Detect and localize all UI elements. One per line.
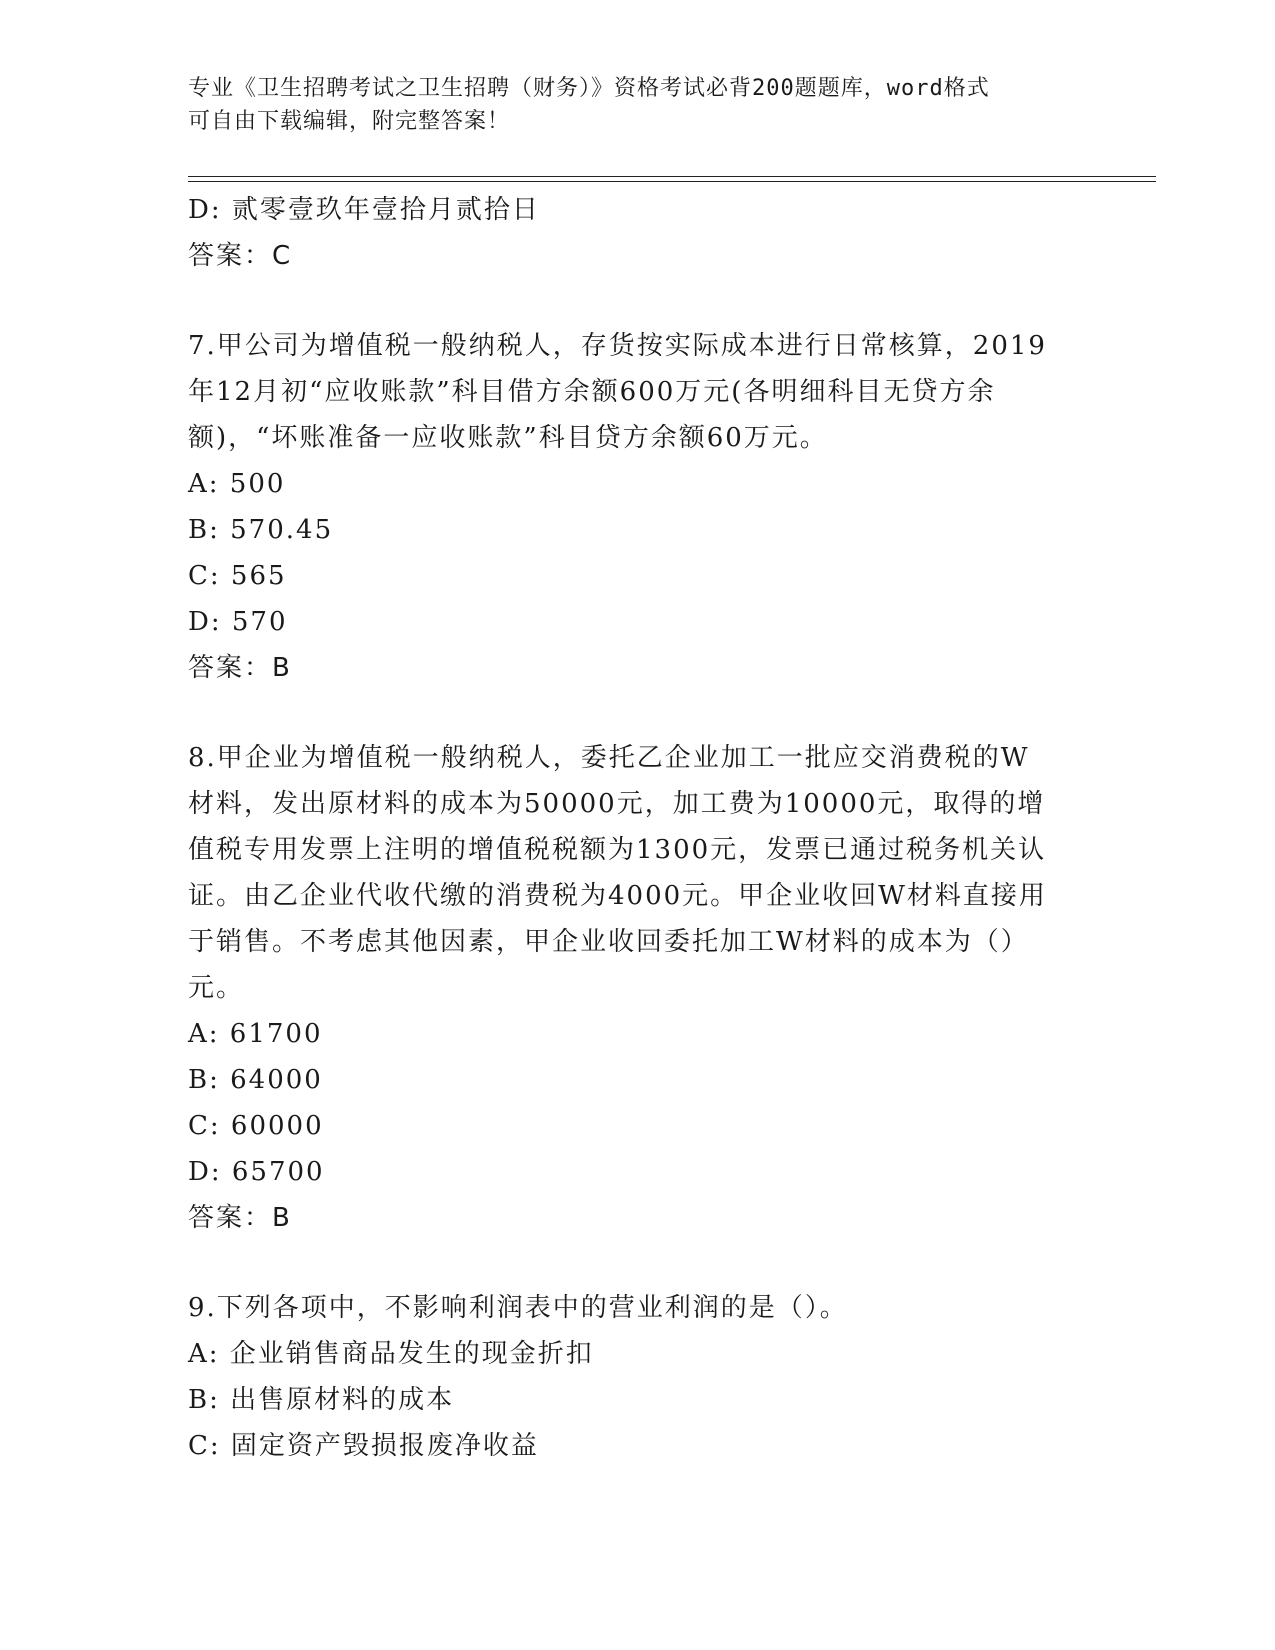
question-line: 于销售。不考虑其他因素，甲企业收回委托加工W材料的成本为（）	[188, 927, 1029, 957]
question-line: 额)，“坏账准备一应收账款”科目贷方余额60万元。	[188, 423, 828, 453]
question-line: 7.甲公司为增值税一般纳税人，存货按实际成本进行日常核算，2019	[188, 331, 1047, 361]
question-line: 年12月初“应收账款”科目借方余额600万元(各明细科目无贷方余	[188, 377, 996, 407]
header-divider-bottom	[188, 181, 1156, 182]
question-line: 证。由乙企业代收代缴的消费税为4000元。甲企业收回W材料直接用	[188, 881, 1047, 911]
option-b: B: 出售原材料的成本	[188, 1385, 455, 1415]
question-line: 元。	[188, 973, 245, 1003]
question-7	[188, 323, 1068, 691]
question-8	[188, 735, 1068, 1241]
option-d: D: 65700	[188, 1157, 325, 1187]
header-line-1: 专业《卫生招聘考试之卫生招聘（财务）》资格考试必背200题题库，word格式	[188, 76, 990, 101]
option-c: C: 固定资产毁损报废净收益	[188, 1431, 539, 1461]
question-line: 材料，发出原材料的成本为50000元，加工费为10000元，取得的增	[188, 789, 1046, 819]
spacer	[188, 1241, 1068, 1285]
option-a: A: 500	[188, 469, 286, 499]
header-line-2: 可自由下载编辑，附完整答案！	[188, 109, 511, 134]
answer: 答案：B	[188, 1203, 292, 1233]
option-b: B: 64000	[188, 1065, 323, 1095]
spacer	[188, 691, 1068, 735]
prev-option-d: D: 贰零壹玖年壹拾月贰拾日	[188, 195, 540, 225]
option-c: C: 565	[188, 561, 287, 591]
option-b: B: 570.45	[188, 515, 334, 545]
answer: 答案：B	[188, 653, 292, 683]
question-9	[188, 1285, 1068, 1469]
prev-answer: 答案：C	[188, 241, 293, 271]
option-a: A: 企业销售商品发生的现金折扣	[188, 1339, 594, 1369]
question-line: 8.甲企业为增值税一般纳税人，委托乙企业加工一批应交消费税的W	[188, 743, 1030, 773]
question-line: 值税专用发票上注明的增值税税额为1300元，发票已通过税务机关认	[188, 835, 1047, 865]
header-divider-top	[188, 176, 1156, 177]
option-d: D: 570	[188, 607, 288, 637]
option-a: A: 61700	[188, 1019, 323, 1049]
spacer	[188, 279, 1068, 323]
option-c: C: 60000	[188, 1111, 324, 1141]
question-line: 9.下列各项中，不影响利润表中的营业利润的是（）。	[188, 1293, 848, 1323]
document-header	[188, 72, 1088, 138]
question-content	[188, 187, 1068, 1469]
